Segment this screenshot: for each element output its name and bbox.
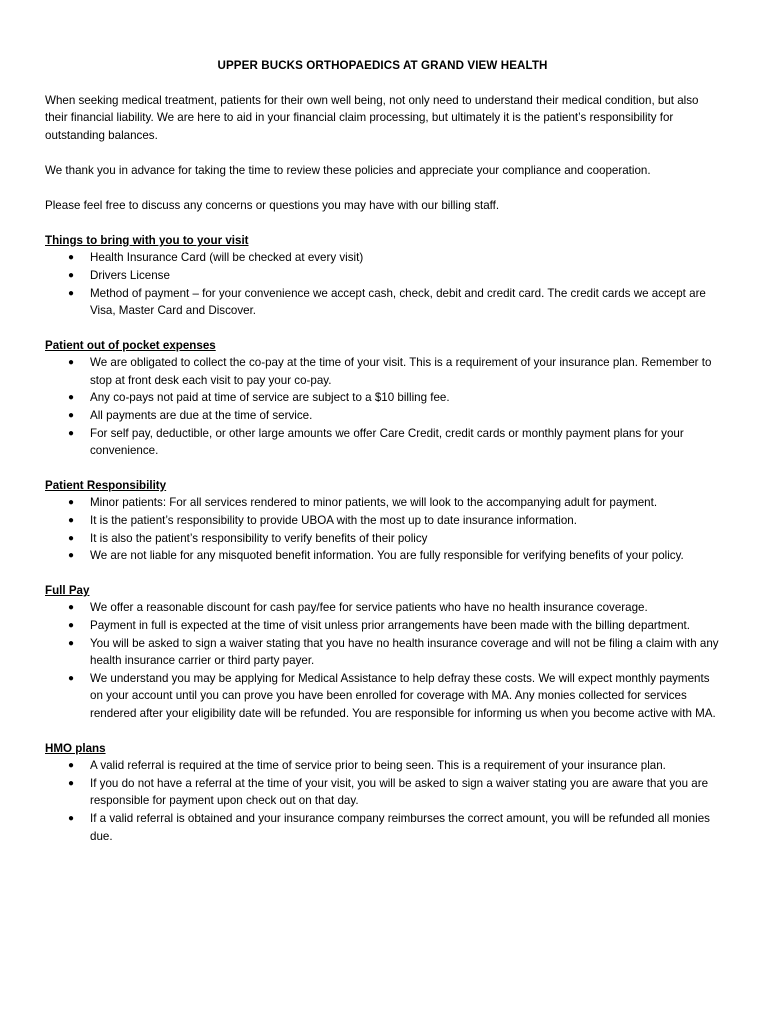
list-item (45, 617, 720, 635)
bullet-icon: ● (68, 410, 75, 422)
list-item (45, 757, 720, 775)
section-heading: Full Pay (45, 583, 90, 597)
list-item-text: We offer a reasonable discount for cash pay/fee for service patients who have no health insurance coverage. (90, 601, 648, 615)
bullet-list (45, 757, 720, 845)
list-item (45, 810, 720, 845)
document-title: UPPER BUCKS ORTHOPAEDICS AT GRAND VIEW HEALTH (217, 59, 548, 72)
list-item-text: Drivers License (90, 268, 170, 282)
bullet-list (45, 354, 720, 460)
bullet-icon: ● (68, 777, 75, 789)
section-patient-responsibility (45, 477, 720, 565)
section-heading: Patient out of pocket expenses (45, 338, 216, 352)
bullet-list (45, 249, 720, 319)
list-item-text: Minor patients: For all services rendered to minor patients, we will look to the accompanying adult for payment. (90, 496, 658, 510)
bullet-list (45, 494, 720, 564)
list-item-text: Payment in full is expected at the time of visit unless prior arrangements have been made with the billing department. (90, 619, 690, 633)
list-item (45, 407, 720, 425)
list-item-text: If you do not have a referral at the time of your visit, you will be asked to sign a waiver stating you are aware that you are responsible for payment upon check out on that day. (90, 776, 709, 808)
bullet-list (45, 599, 720, 722)
bullet-icon: ● (68, 357, 75, 369)
bullet-icon: ● (68, 620, 75, 632)
list-item-text: All payments are due at the time of service. (90, 409, 313, 423)
list-item-text: Any co-pays not paid at time of service are subject to a $10 billing fee. (90, 391, 450, 405)
bullet-icon: ● (68, 760, 75, 772)
bullet-icon: ● (68, 637, 75, 649)
list-item-text: You will be asked to sign a waiver stating that you have no health insurance coverage and will not be filing a claim with any health insurance carrier or third party payer. (90, 636, 719, 668)
list-item (45, 285, 720, 320)
section-heading: Patient Responsibility (45, 478, 167, 492)
bullet-icon: ● (68, 427, 75, 439)
section-full-pay (45, 582, 720, 723)
bullet-icon: ● (68, 550, 75, 562)
list-item (45, 599, 720, 617)
intro-paragraph-thanks: We thank you in advance for taking the time to review these policies and appreciate your compliance and cooperation. (45, 163, 651, 177)
list-item-text: Method of payment – for your convenience we accept cash, check, debit and credit card. The credit cards we accept are Visa, Master Card and Discover. (90, 286, 706, 318)
list-item-text: For self pay, deductible, or other large amounts we offer Care Credit, credit cards or monthly payment plans for your convenience. (90, 426, 684, 458)
section-out-of-pocket (45, 337, 720, 460)
bullet-icon: ● (68, 287, 75, 299)
list-item (45, 635, 720, 670)
list-item (45, 512, 720, 530)
list-item (45, 425, 720, 460)
bullet-icon: ● (68, 515, 75, 527)
list-item-text: It is also the patient’s responsibility to verify benefits of their policy (90, 531, 428, 545)
bullet-icon: ● (68, 532, 75, 544)
intro-paragraph-contact: Please feel free to discuss any concerns or questions you may have with our billing staff. (45, 198, 500, 212)
bullet-icon: ● (68, 602, 75, 614)
list-item-text: We are obligated to collect the co-pay at the time of your visit. This is a requirement of your insurance plan. Remember to stop at front desk each visit to pay your co-pay. (90, 356, 712, 387)
list-item (45, 494, 720, 512)
list-item-text: We understand you may be applying for Medical Assistance to help defray these costs. We will expect monthly payments on your account until you can prove you have been enrolled for coverage with MA. Any monies collected for services rendered after your eligibility date will be refunded. You are responsible for informing us when you become active with MA. (90, 671, 716, 720)
bullet-icon: ● (68, 812, 75, 824)
list-item-text: We are not liable for any misquoted benefit information. You are fully responsible for verifying benefits of your policy. (90, 549, 684, 563)
bullet-icon: ● (68, 672, 75, 684)
list-item-text: It is the patient’s responsibility to provide UBOA with the most up to date insurance information. (90, 514, 577, 528)
list-item (45, 389, 720, 407)
section-heading: HMO plans (45, 741, 106, 755)
list-item (45, 267, 720, 285)
list-item (45, 670, 720, 723)
list-item (45, 354, 720, 389)
intro-paragraph-liability: When seeking medical treatment, patients for their own well being, not only need to understand their medical condition, but also their financial liability. We are here to aid in your financial claim processing, but ultimately it is the patient’s responsibility for outstanding balances. (45, 93, 699, 142)
list-item (45, 530, 720, 548)
list-item (45, 249, 720, 267)
bullet-icon: ● (68, 392, 75, 404)
bullet-icon: ● (68, 269, 75, 281)
bullet-icon: ● (68, 497, 75, 509)
list-item-text: Health Insurance Card (will be checked at every visit) (90, 251, 364, 265)
list-item-text: If a valid referral is obtained and your insurance company reimburses the correct amount, you will be refunded all monies due. (90, 811, 710, 843)
section-heading: Things to bring with you to your visit (45, 233, 249, 247)
section-things-to-bring (45, 232, 720, 320)
list-item (45, 775, 720, 810)
section-hmo-plans (45, 740, 720, 846)
list-item-text: A valid referral is required at the time of service prior to being seen. This is a requirement of your insurance plan. (90, 759, 666, 773)
bullet-icon: ● (68, 252, 75, 264)
list-item (45, 547, 720, 565)
